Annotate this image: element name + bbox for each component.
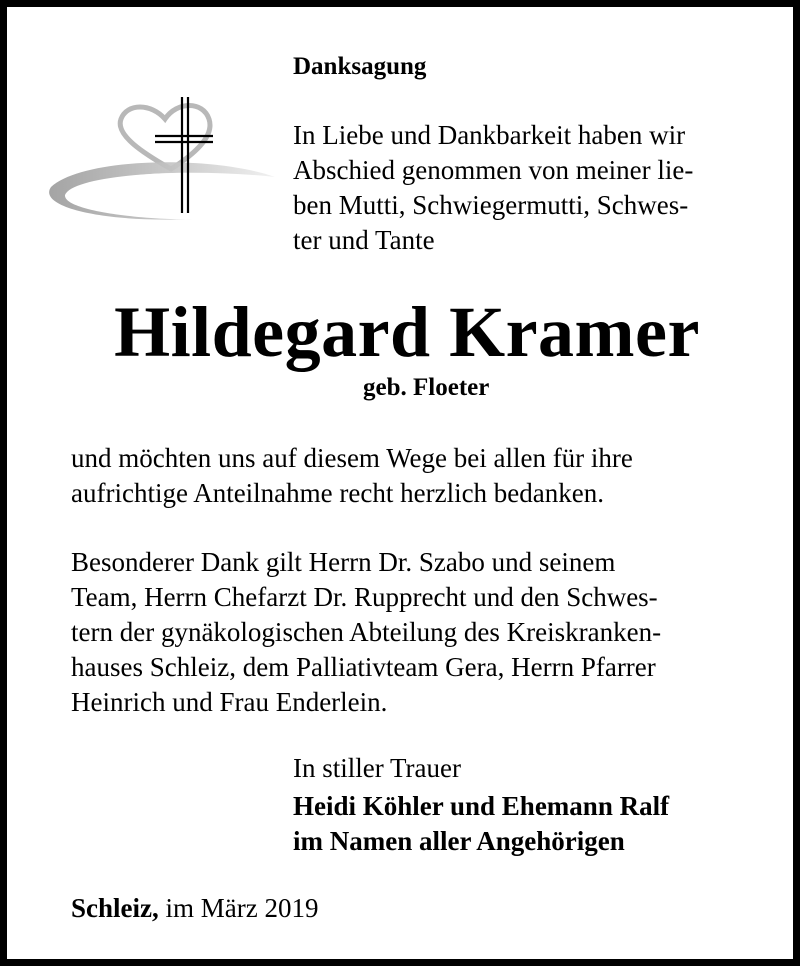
intro-line: Abschied genommen von meiner lie- (293, 155, 694, 185)
intro-text (293, 118, 758, 258)
paragraph-line: Heinrich und Frau Enderlein. (71, 687, 388, 717)
signers (293, 789, 669, 859)
deceased-name: Hildegard Kramer (114, 292, 700, 372)
intro-line: In Liebe und Dankbarkeit haben wir (293, 120, 686, 150)
heading: Danksagung (293, 53, 427, 80)
thanks-paragraph (71, 441, 755, 511)
paragraph-line: Team, Herrn Chefarzt Dr. Rupprecht und den Schwes- (71, 582, 658, 612)
intro-line: ben Mutti, Schwiegermutti, Schwes- (293, 190, 689, 220)
signer-line: Heidi Köhler und Ehemann Ralf (293, 791, 670, 821)
paragraph-line: tern der gynäkologischen Abteilung des Kreiskranken- (71, 617, 662, 647)
place: Schleiz, (71, 893, 159, 923)
birth-name: geb. Floeter (363, 374, 490, 401)
special-thanks-paragraph (71, 545, 755, 720)
paragraph-line: Besonderer Dank gilt Herrn Dr. Szabo und seinem (71, 547, 616, 577)
signer-line: im Namen aller Angehörigen (293, 826, 625, 856)
place-date (71, 891, 318, 926)
paragraph-line: aufrichtige Anteilnahme recht herzlich bedanken. (71, 478, 605, 508)
paragraph-line: und möchten uns auf diesem Wege bei allen für ihre (71, 443, 633, 473)
cross-heart-icon (43, 95, 283, 235)
intro-line: ter und Tante (293, 225, 435, 255)
mourning-phrase: In stiller Trauer (293, 753, 461, 783)
paragraph-line: hauses Schleiz, dem Palliativteam Gera, Herrn Pfarrer (71, 652, 656, 682)
date: im März 2019 (158, 893, 319, 923)
